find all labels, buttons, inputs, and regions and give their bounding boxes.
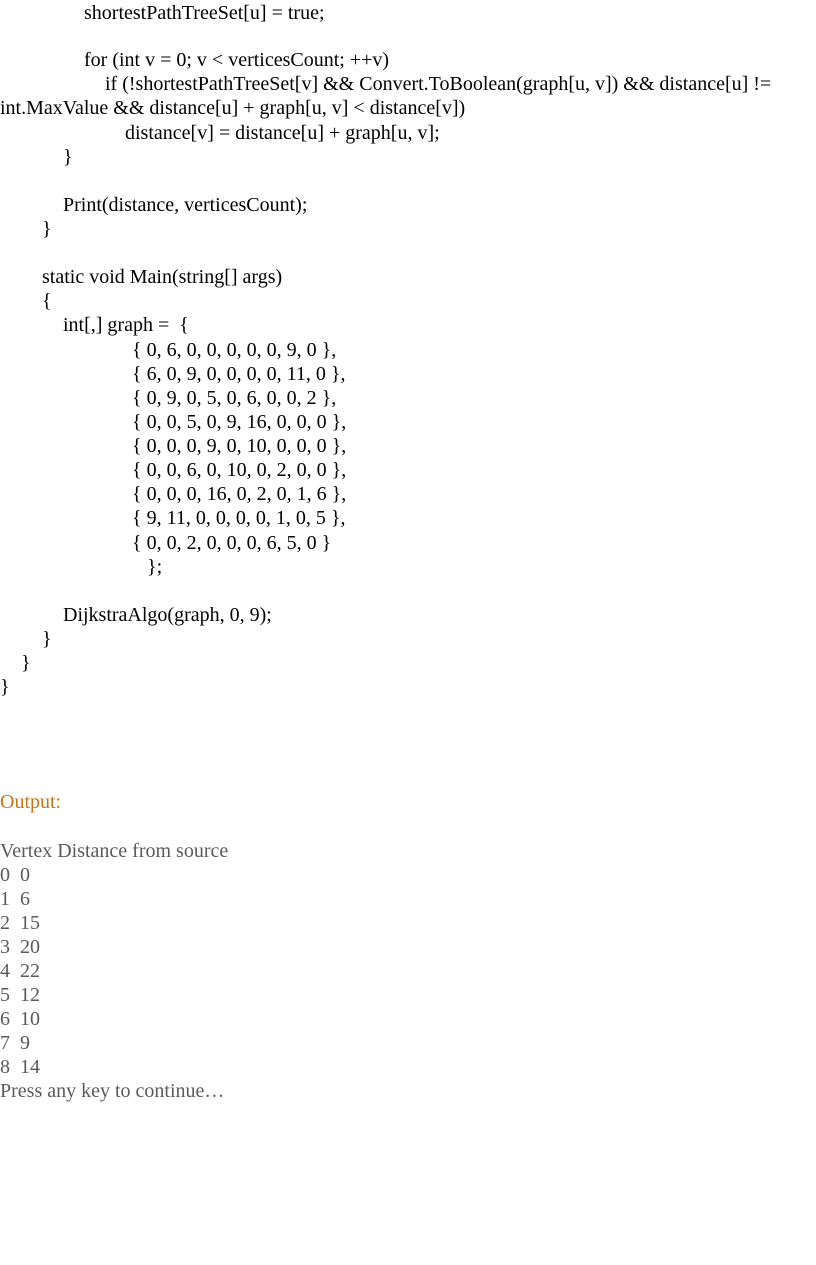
code-line: for (int v = 0; v < verticesCount; ++v) [84,49,390,71]
code-line: { 0, 6, 0, 0, 0, 0, 0, 9, 0 }, [132,339,337,361]
code-line: { 0, 0, 5, 0, 9, 16, 0, 0, 0 }, [132,411,347,433]
output-row: 6 10 [0,1008,40,1030]
output-header: Vertex Distance from source [0,840,229,862]
output-row: 3 20 [0,936,40,958]
code-line: { 6, 0, 9, 0, 0, 0, 0, 11, 0 }, [132,363,346,385]
code-line: shortestPathTreeSet[u] = true; [84,2,325,24]
code-line: } [63,146,73,168]
code-line: { 9, 11, 0, 0, 0, 0, 1, 0, 5 }, [132,507,346,529]
code-line: { [42,290,52,312]
output-row: 4 22 [0,960,40,982]
code-line: { 0, 0, 6, 0, 10, 0, 2, 0, 0 }, [132,459,347,481]
code-line: int[,] graph = { [63,314,189,336]
output-row: 1 6 [0,888,30,910]
code-line: { 0, 0, 0, 16, 0, 2, 0, 1, 6 }, [132,483,347,505]
code-line: } [42,628,52,650]
output-row: 5 12 [0,984,40,1006]
code-line: DijkstraAlgo(graph, 0, 9); [63,604,272,626]
code-line: int.MaxValue && distance[u] + graph[u, v] < distance[v]) [0,97,466,119]
code-line: { 0, 9, 0, 5, 0, 6, 0, 0, 2 }, [132,387,337,409]
output-row: 8 14 [0,1056,40,1078]
code-line: } [0,676,10,698]
output-row: 2 15 [0,912,40,934]
code-line: static void Main(string[] args) [42,266,283,288]
code-line: } [42,218,52,240]
code-line: distance[v] = distance[u] + graph[u, v]; [125,122,440,144]
code-line: { 0, 0, 2, 0, 0, 0, 6, 5, 0 } [132,532,332,554]
code-line: } [21,652,31,674]
code-line: }; [147,556,163,578]
output-footer: Press any key to continue… [0,1080,225,1102]
code-line: { 0, 0, 0, 9, 0, 10, 0, 0, 0 }, [132,435,347,457]
output-heading: Output: [0,791,62,813]
output-row: 7 9 [0,1032,30,1054]
output-row: 0 0 [0,864,30,886]
code-line: Print(distance, verticesCount); [63,194,308,216]
code-line: if (!shortestPathTreeSet[v] && Convert.ToBoolean(graph[u, v]) && distance[u] != [105,73,772,95]
